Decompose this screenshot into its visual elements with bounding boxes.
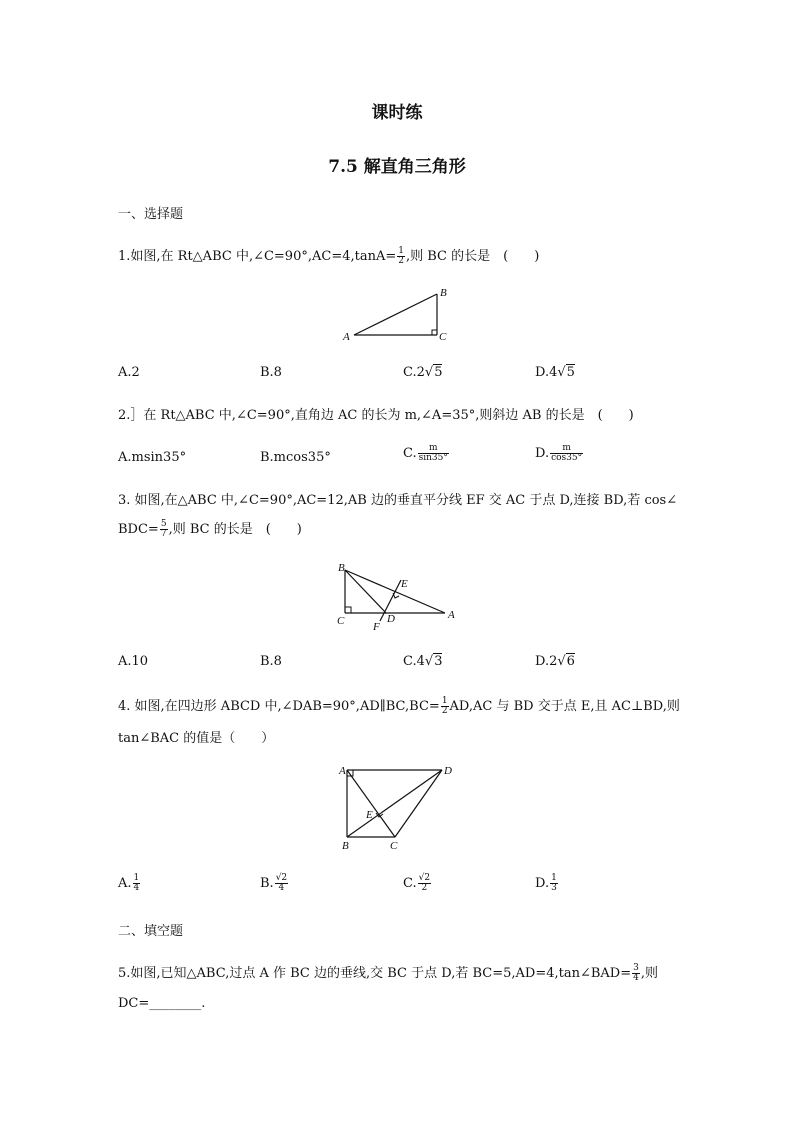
q2-option-c[interactable] bbox=[403, 444, 450, 463]
q4-label-d: D bbox=[444, 765, 452, 777]
q3-option-d-coef: D.2 bbox=[535, 654, 558, 669]
q1-label-a: A bbox=[343, 331, 350, 343]
q3-label-b: B bbox=[338, 562, 345, 574]
q4-option-c-prefix: C. bbox=[403, 876, 417, 891]
q4-a-den: 4 bbox=[133, 883, 140, 893]
q5-frac-den: 4 bbox=[633, 973, 639, 983]
q4-option-b[interactable] bbox=[260, 874, 289, 893]
q3-label-f: F bbox=[373, 621, 380, 632]
question-5-text-line1 bbox=[118, 962, 658, 983]
q3-label-c: C bbox=[337, 615, 345, 627]
q4-text-a2: AD,AC 与 BD 交于点 E,且 AC⊥BD,则 bbox=[449, 699, 680, 714]
q1-triangle-figure bbox=[340, 284, 455, 344]
q1-frac-num: 1 bbox=[398, 246, 404, 256]
question-5-answer-blank[interactable]: DC=________. bbox=[118, 996, 206, 1011]
q3-label-a: A bbox=[448, 609, 455, 621]
q4-b-num: √2 bbox=[275, 873, 288, 883]
q4-d-num: 1 bbox=[551, 873, 557, 883]
q4-option-d-fraction bbox=[550, 874, 558, 893]
q4-b-den: 4 bbox=[278, 883, 285, 893]
q4-c-num: √2 bbox=[418, 873, 431, 883]
q2-d-den: cos35° bbox=[551, 453, 583, 463]
q3-option-d[interactable]: D.2√6 bbox=[535, 654, 575, 669]
q4-option-b-prefix: B. bbox=[260, 876, 274, 891]
q2-option-c-prefix: C. bbox=[403, 446, 417, 461]
q4-d-den: 3 bbox=[551, 883, 557, 893]
q5-frac-num: 3 bbox=[633, 963, 639, 973]
q4-option-a-fraction bbox=[133, 874, 141, 893]
q4-frac-den: 2 bbox=[441, 706, 448, 716]
q4-option-d-prefix: D. bbox=[535, 876, 550, 891]
q3-triangle-figure bbox=[332, 560, 462, 632]
q5-text-a2: ,则 bbox=[640, 966, 659, 981]
q3-option-c-coef: C.4 bbox=[403, 654, 425, 669]
question-4-text-line1 bbox=[118, 695, 680, 716]
q1-fraction bbox=[397, 247, 405, 266]
q3-frac-den: 7 bbox=[160, 529, 167, 539]
q3-option-c[interactable]: C.4√3 bbox=[403, 654, 443, 669]
q4-fraction bbox=[441, 697, 449, 716]
q2-option-a[interactable]: A.msin35° bbox=[118, 450, 187, 465]
q3-frac-num: 5 bbox=[160, 519, 167, 529]
question-3-text-line1: 3. 如图,在△ABC 中,∠C=90°,AC=12,AB 边的垂直平分线 EF 交 AC 于点 D,连接 BD,若 cos∠ bbox=[118, 493, 678, 508]
q2-c-den: sin35° bbox=[418, 453, 448, 463]
q5-fraction bbox=[632, 964, 640, 983]
q2-option-d[interactable] bbox=[535, 444, 584, 463]
q1-option-d[interactable]: D.4√5 bbox=[535, 365, 575, 380]
q1-option-a[interactable]: A.2 bbox=[118, 365, 140, 380]
q4-label-e: E bbox=[366, 809, 373, 821]
q1-option-c-coef: C.2 bbox=[403, 365, 425, 380]
question-3-text-line2 bbox=[118, 518, 302, 539]
q3-option-c-radicand: 3 bbox=[434, 654, 443, 669]
q4-option-a[interactable] bbox=[118, 874, 141, 893]
q3-option-b[interactable]: B.8 bbox=[260, 654, 282, 669]
q4-c-den: 2 bbox=[421, 883, 428, 893]
q4-option-a-prefix: A. bbox=[118, 876, 132, 891]
q1-option-d-coef: D.4 bbox=[535, 365, 558, 380]
q2-c-num: m bbox=[418, 444, 449, 454]
q1-option-b[interactable]: B.8 bbox=[260, 365, 282, 380]
q1-option-d-radicand: 5 bbox=[566, 365, 575, 380]
q1-frac-den: 2 bbox=[398, 256, 404, 266]
q2-option-d-fraction bbox=[550, 444, 583, 463]
q4-option-c[interactable] bbox=[403, 874, 432, 893]
q2-d-num: m bbox=[550, 444, 583, 454]
q1-option-c-radicand: 5 bbox=[434, 365, 443, 380]
q1-label-b: B bbox=[440, 287, 447, 299]
q1-option-c[interactable]: C.2√5 bbox=[403, 365, 443, 380]
q4-label-c: C bbox=[390, 840, 398, 852]
section-heading-fill: 二、填空题 bbox=[118, 924, 184, 939]
q4-label-b: B bbox=[342, 840, 349, 852]
q3-text-b1: BDC= bbox=[118, 522, 159, 537]
q4-text-a1: 4. 如图,在四边形 ABCD 中,∠DAB=90°,AD∥BC,BC= bbox=[118, 699, 440, 714]
q3-option-d-radicand: 6 bbox=[566, 654, 575, 669]
q4-option-d[interactable] bbox=[535, 874, 559, 893]
question-2-text: 2.］在 Rt△ABC 中,∠C=90°,直角边 AC 的长为 m,∠A=35°,则斜边 AB 的长是 ( ) bbox=[118, 408, 634, 423]
q1-text-b: ,则 BC 的长是 ( ) bbox=[405, 249, 540, 264]
q2-option-d-prefix: D. bbox=[535, 446, 550, 461]
q1-text-a: 1.如图,在 Rt△ABC 中,∠C=90°,AC=4,tanA= bbox=[118, 249, 397, 264]
course-title: 课时练 bbox=[371, 103, 423, 123]
section-heading-choice: 一、选择题 bbox=[118, 207, 184, 222]
q5-text-a1: 5.如图,已知△ABC,过点 A 作 BC 边的垂线,交 BC 于点 D,若 BC=5,AD=4,tan∠BAD= bbox=[118, 966, 632, 981]
q3-fraction bbox=[160, 520, 168, 539]
q3-text-b2: ,则 BC 的长是 ( ) bbox=[168, 522, 302, 537]
q3-label-e: E bbox=[401, 578, 408, 590]
lesson-title: 7.5 解直角三角形 bbox=[328, 157, 466, 177]
q2-option-b[interactable]: B.mcos35° bbox=[260, 450, 331, 465]
q4-option-b-fraction bbox=[275, 874, 288, 893]
q2-option-c-fraction bbox=[418, 444, 449, 463]
q4-label-a: A bbox=[339, 765, 346, 777]
q4-a-num: 1 bbox=[133, 873, 140, 883]
q1-label-c: C bbox=[439, 331, 447, 343]
q3-label-d: D bbox=[387, 613, 395, 625]
question-4-text-line2: tan∠BAC 的值是（ ） bbox=[118, 731, 275, 746]
q4-option-c-fraction bbox=[418, 874, 431, 893]
q3-option-a[interactable]: A.10 bbox=[118, 654, 149, 669]
q4-quadrilateral-figure bbox=[334, 760, 464, 852]
question-1-text bbox=[118, 245, 539, 266]
q4-frac-num: 1 bbox=[441, 696, 448, 706]
